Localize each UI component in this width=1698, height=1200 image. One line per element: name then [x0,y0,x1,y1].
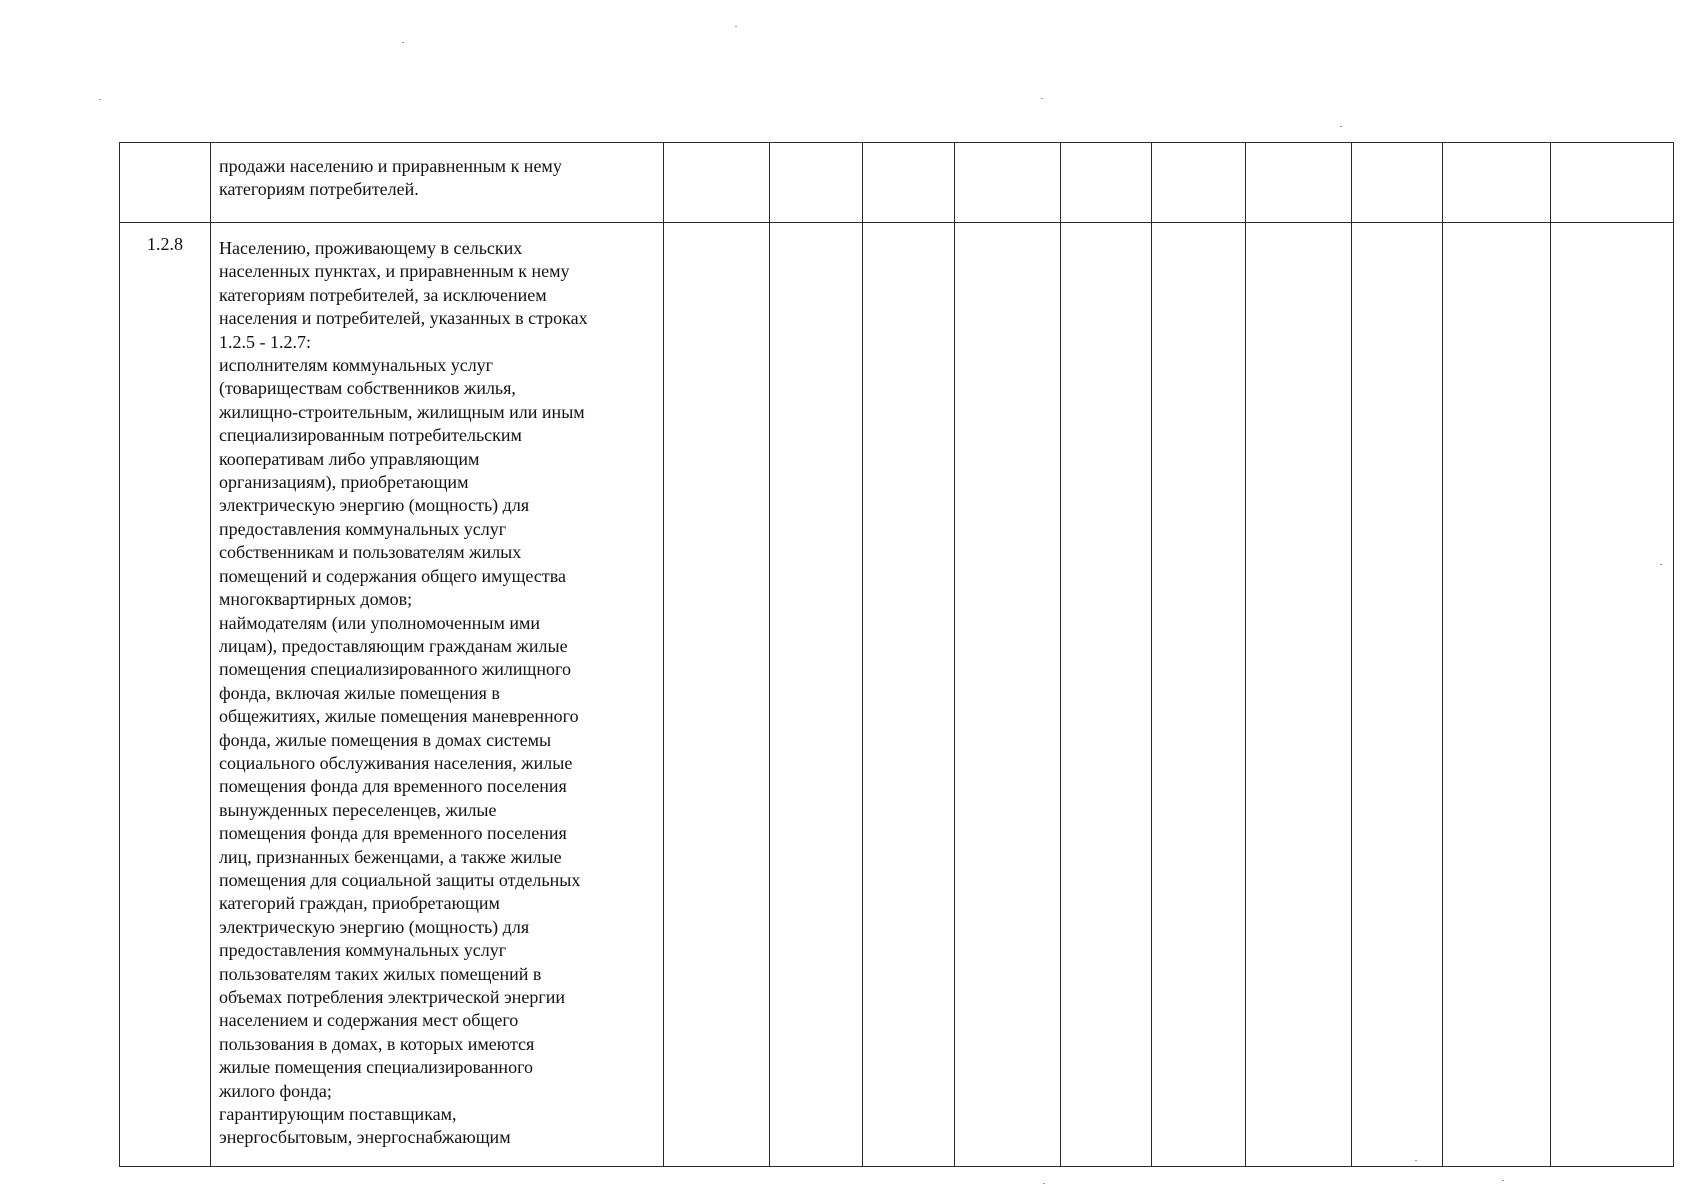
description-line: жилищно-строительным, жилищным или иным [218,401,585,422]
table-row-continuation [120,143,1674,223]
description-line: объемах потребления электрической энергии [218,987,565,1007]
empty-value-cell [954,223,1061,1167]
empty-value-cell [1352,223,1443,1167]
empty-value-cell [1245,143,1352,223]
description-line: предоставления коммунальных услуг [218,940,507,961]
table-row-1-2-8 [120,223,1674,1167]
row-description-cell [210,143,663,223]
description-line: пользования в домах, в которых имеются [218,1033,535,1054]
empty-value-cell [663,223,769,1167]
description-line: жилые помещения специализированного [218,1057,534,1078]
scan-speck [1340,126,1342,127]
description-line: гарантирующим поставщикам, [218,1104,457,1125]
description-line: многоквартирных домов; [218,589,413,610]
description-line: (товариществам собственников жилья, [218,378,516,399]
empty-value-cell [1061,223,1152,1167]
description-line: собственникам и пользователям жилых [218,542,522,563]
empty-value-cell [769,143,862,223]
empty-value-cell [769,223,862,1167]
row-number-cell [120,143,211,223]
row-description-cell [210,223,663,1167]
scan-speck [402,42,404,43]
description-line: социального обслуживания населения, жилые [218,752,573,773]
empty-value-cell [1551,143,1674,223]
empty-value-cell [862,143,954,223]
description-line: населением и содержания мест общего [218,1010,519,1031]
empty-value-cell [1061,143,1152,223]
description-line: исполнителям коммунальных услуг [218,355,494,376]
description-line: населенных пунктах, и приравненным к нему [218,261,570,282]
row-number-cell: 1.2.8 [120,223,211,1167]
description-line: электрическую энергию (мощность) для [218,495,530,516]
description-line: населения и потребителей, указанных в строках [218,308,588,329]
description-line: категорий граждан, приобретающим [218,893,500,914]
scan-speck [1502,1180,1504,1181]
description-line: электрическую энергию (мощность) для [218,916,530,937]
description-line: помещения фонда для временного поселения [218,823,567,844]
description-line: жилого фонда; [218,1080,332,1101]
description-line: предоставления коммунальных услуг [218,518,507,539]
empty-value-cell [1152,143,1245,223]
description-line: фонда, жилые помещения в домах системы [218,729,552,750]
scan-speck [1041,98,1043,99]
description-line: лицам), предоставляющим гражданам жилые [218,635,568,656]
empty-value-cell [1352,143,1443,223]
scan-speck [99,99,101,100]
description-line: фонда, включая жилые помещения в [218,682,500,703]
empty-value-cell [1443,223,1551,1167]
empty-value-cell [862,223,954,1167]
description-line: помещения специализированного жилищного [218,659,571,680]
empty-value-cell [1152,223,1245,1167]
description-line: продажи населению и приравненным к нему [218,156,562,176]
scan-speck [1043,1183,1045,1184]
description-line: Населению, проживающему в сельских [218,238,523,258]
empty-value-cell [1551,223,1674,1167]
description-line: специализированным потребительским [218,425,522,446]
empty-value-cell [663,143,769,223]
scan-speck [735,26,737,27]
description-line: лиц, признанных беженцами, а также жилые [218,846,562,867]
description-line: вынужденных переселенцев, жилые [218,799,497,820]
description-line: помещения фонда для временного поселения [218,776,567,797]
empty-value-cell [1443,143,1551,223]
description-line: пользователям таких жилых помещений в [218,963,542,984]
description-line: 1.2.5 - 1.2.7: [218,331,311,352]
description-line: категориям потребителей. [218,179,419,200]
empty-value-cell [1245,223,1352,1167]
description-line: наймодателям (или уполномоченным ими [218,612,541,633]
description-line: энергосбытовым, энергоснабжающим [218,1127,511,1148]
empty-value-cell [954,143,1061,223]
description-line: помещений и содержания общего имущества [218,565,566,586]
description-line: организациям), приобретающим [218,472,469,493]
description-line: категориям потребителей, за исключением [218,284,547,305]
tariff-table [119,142,1674,1167]
description-line: общежитиях, жилые помещения маневренного [218,706,579,727]
description-line: кооперативам либо управляющим [218,448,480,469]
description-line: помещения для социальной защиты отдельных [218,869,581,890]
